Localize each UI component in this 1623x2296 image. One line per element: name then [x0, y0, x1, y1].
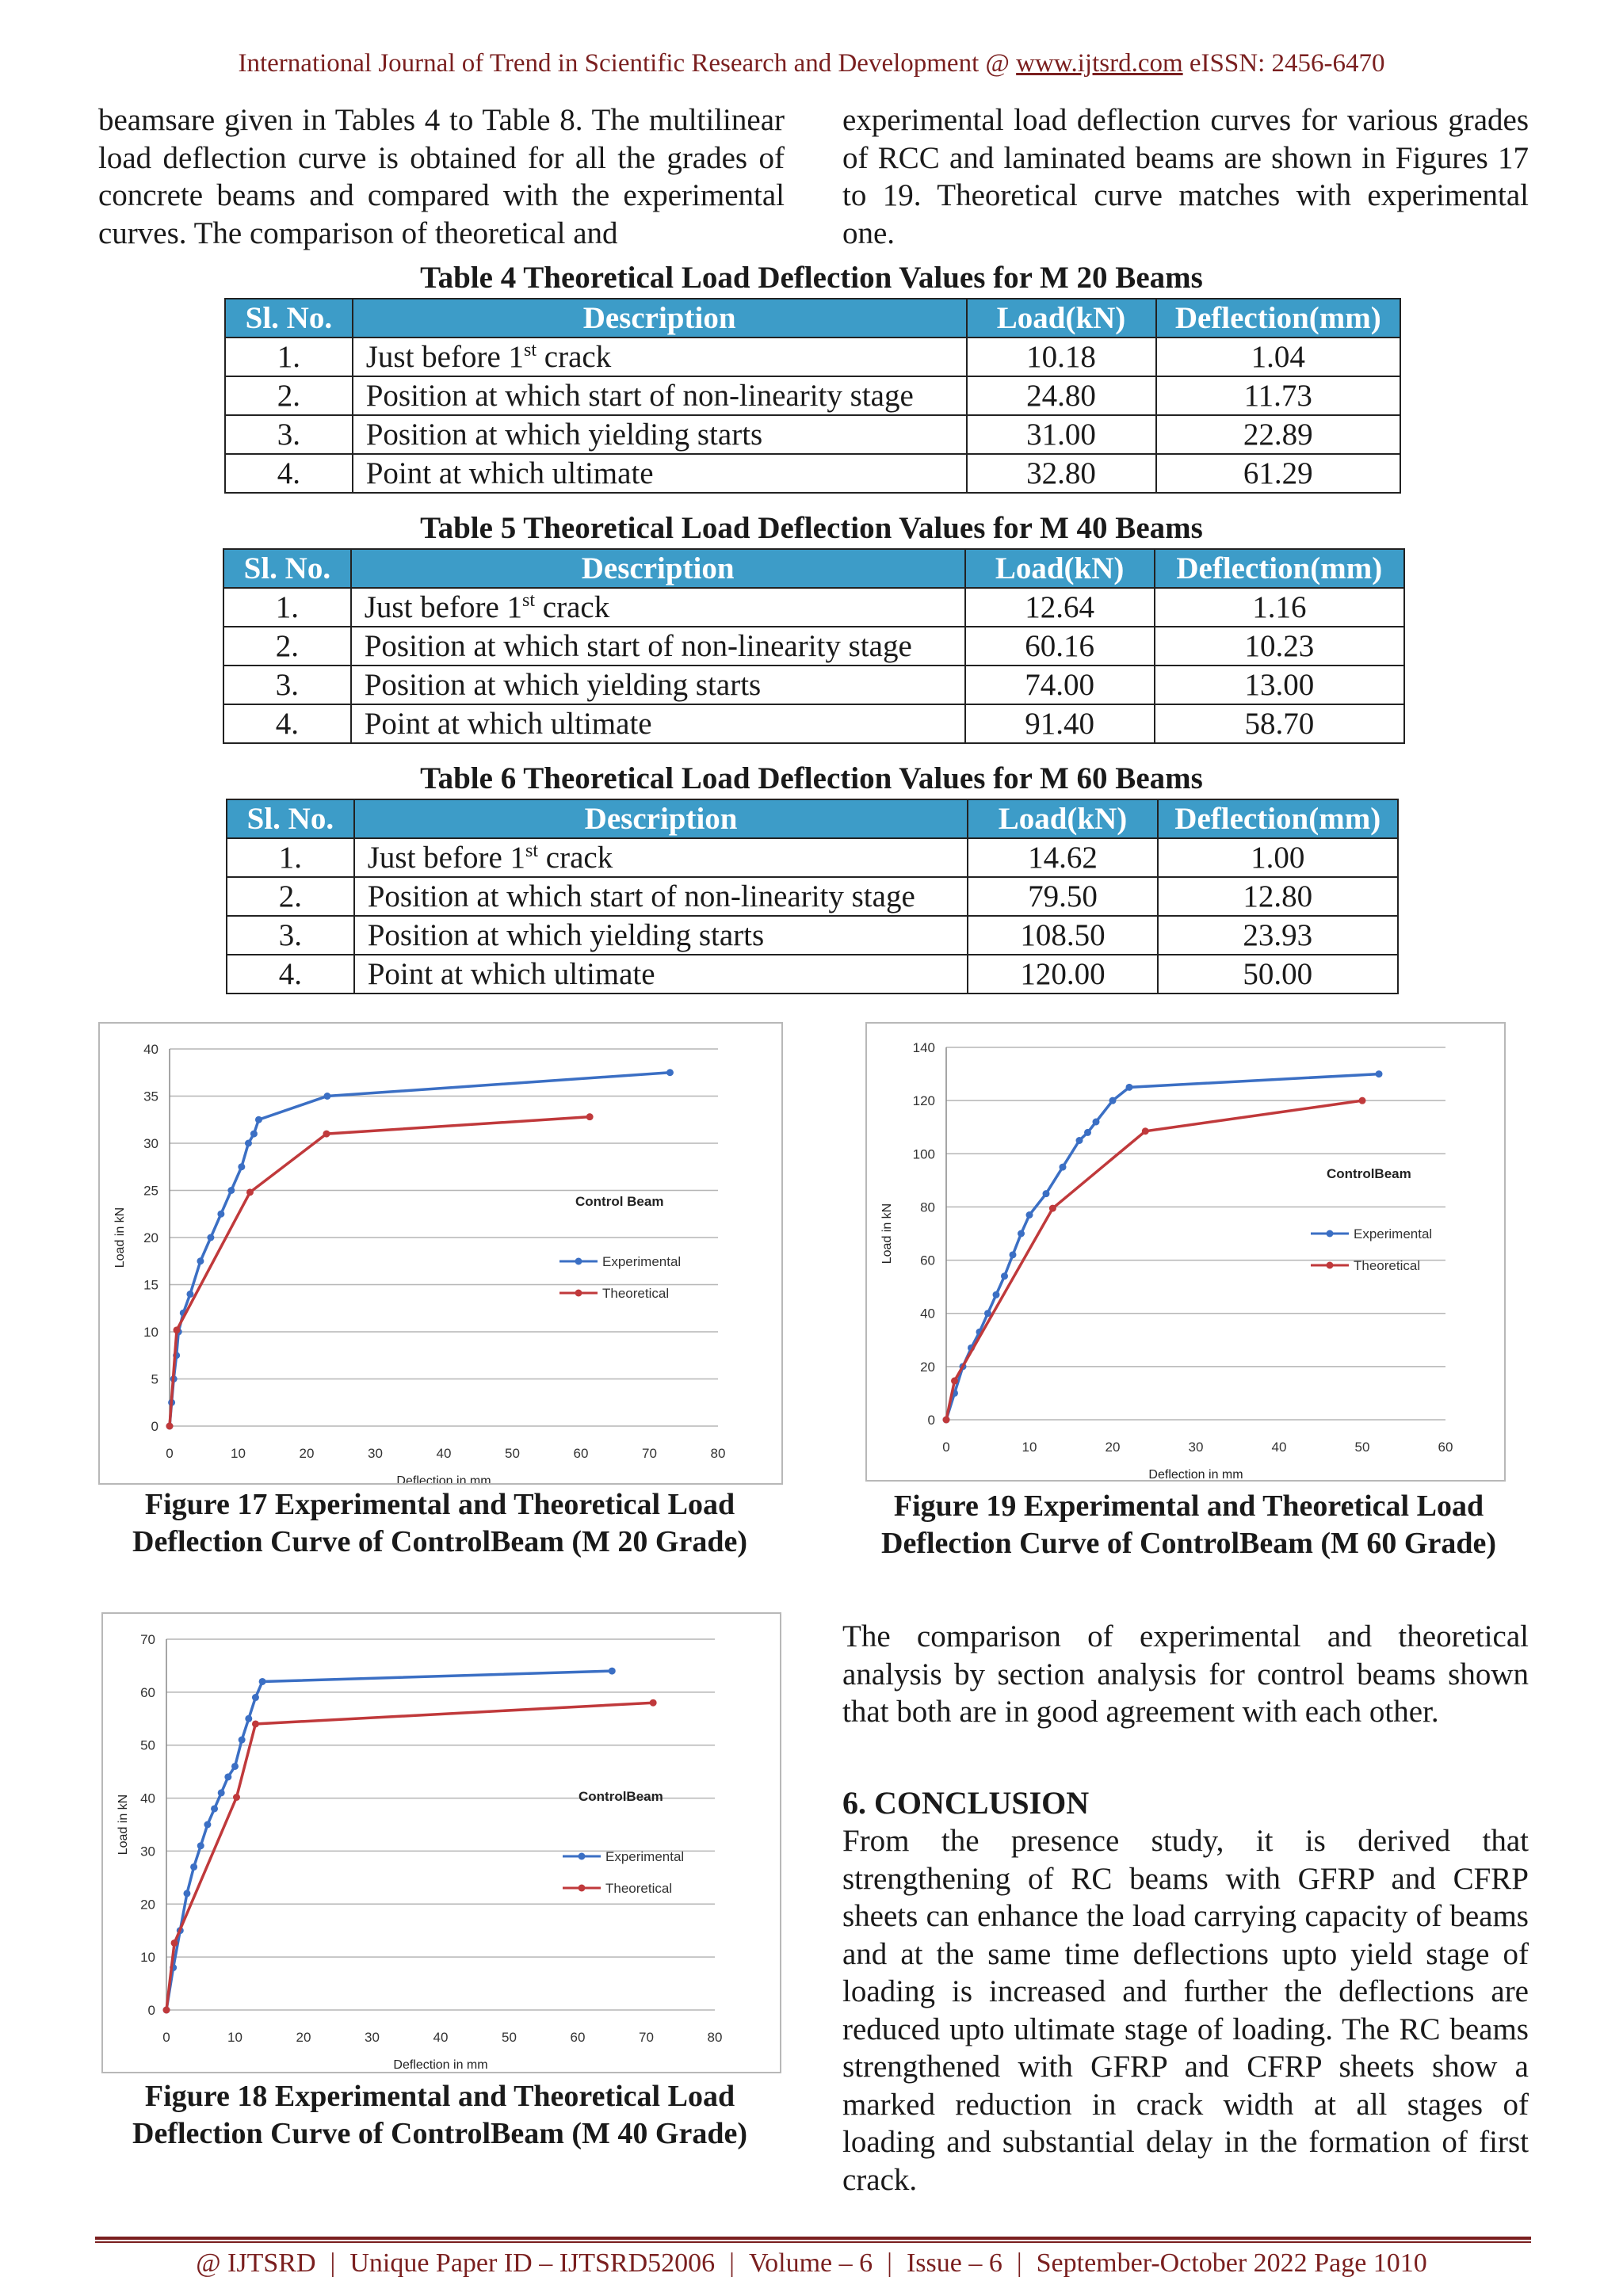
- table-header-row: [225, 299, 1400, 338]
- data-point: [197, 1842, 204, 1849]
- series-line-theoretical: [170, 1117, 590, 1426]
- description-text-tail: crack: [537, 340, 612, 374]
- data-point: [1093, 1119, 1100, 1126]
- data-point: [650, 1699, 657, 1707]
- y-tick-label: 30: [143, 1136, 158, 1151]
- table-6-caption: Table 6 Theoretical Load Deflection Values for M 60 Beams: [420, 761, 1203, 795]
- data-point: [252, 1720, 259, 1727]
- load-cell: 74.00: [965, 666, 1155, 704]
- series-line-experimental: [946, 1074, 1379, 1420]
- deflection-cell: 1.04: [1156, 338, 1400, 376]
- description-text-tail: crack: [538, 841, 613, 875]
- data-point: [231, 1763, 239, 1770]
- x-tick-label: 30: [368, 1446, 383, 1461]
- data-point: [207, 1234, 214, 1241]
- description-text: Position at which yielding starts: [365, 418, 763, 452]
- load-cell: 14.62: [968, 838, 1157, 877]
- x-tick-label: 60: [570, 2030, 586, 2045]
- x-tick-label: 10: [1022, 1440, 1037, 1455]
- x-tick-label: 50: [1354, 1440, 1370, 1455]
- description-text: Just before 1: [364, 590, 523, 624]
- y-axis-label: Load in kN: [880, 1203, 894, 1264]
- data-point: [943, 1417, 950, 1424]
- deflection-cell: 12.80: [1158, 877, 1399, 916]
- row-number-cell: 2.: [223, 627, 351, 666]
- footer-journal: @ IJTSRD: [196, 2248, 316, 2278]
- description-cell: [351, 704, 965, 743]
- legend-label: Theoretical: [605, 1881, 673, 1896]
- row-number-cell: 1.: [227, 838, 354, 877]
- comparison-paragraph: The comparison of experimental and theoretical analysis by section analysis for control beams shown that both are in good agreement with each other.: [842, 1619, 1529, 1729]
- table-row: [223, 704, 1404, 743]
- legend-label: Experimental: [1354, 1226, 1433, 1241]
- x-tick-label: 0: [166, 1446, 174, 1461]
- ordinal-suffix: st: [522, 590, 536, 611]
- data-point: [323, 1093, 330, 1100]
- intro-right-paragraph: [842, 101, 1529, 252]
- column-header: Sl. No.: [223, 549, 351, 588]
- data-point: [186, 1291, 193, 1298]
- description-cell: [353, 338, 967, 376]
- series-line-experimental: [166, 1671, 612, 2010]
- load-cell: 32.80: [967, 454, 1156, 493]
- load-cell: 120.00: [968, 955, 1157, 994]
- journal-name: International Journal of Trend in Scientific Research and Development @: [238, 49, 1010, 78]
- description-cell: [354, 916, 968, 955]
- column-header: Load(kN): [965, 549, 1155, 588]
- table-5: [223, 548, 1405, 744]
- table-header-row: [223, 549, 1404, 588]
- row-number-cell: 2.: [225, 376, 353, 415]
- series-line-experimental: [170, 1073, 670, 1426]
- description-text: Position at which start of non-linearity stage: [364, 629, 912, 663]
- footer-rule: [95, 2237, 1531, 2240]
- y-tick-label: 30: [140, 1844, 155, 1859]
- deflection-cell: 1.16: [1155, 588, 1404, 627]
- x-tick-label: 30: [1188, 1440, 1204, 1455]
- x-axis-label: Deflection in mm: [393, 2058, 488, 2072]
- y-tick-label: 5: [151, 1371, 158, 1387]
- data-point: [1126, 1084, 1133, 1091]
- y-tick-label: 50: [140, 1737, 155, 1753]
- description-cell: [354, 877, 968, 916]
- x-tick-label: 40: [1271, 1440, 1287, 1455]
- row-number-cell: 3.: [225, 415, 353, 454]
- x-tick-label: 40: [433, 2030, 449, 2045]
- figure-17-caption: Figure 17 Experimental and Theoretical Load Deflection Curve of ControlBeam (M 20 Grade): [132, 1488, 747, 1558]
- data-point: [1018, 1230, 1025, 1238]
- x-tick-label: 70: [639, 2030, 654, 2045]
- y-tick-label: 35: [143, 1089, 158, 1104]
- row-number-cell: 4.: [227, 955, 354, 994]
- legend-label: Experimental: [605, 1849, 685, 1864]
- x-tick-label: 50: [505, 1446, 520, 1461]
- data-point: [183, 1890, 190, 1897]
- data-point: [586, 1113, 594, 1120]
- x-tick-label: 70: [642, 1446, 657, 1461]
- ordinal-suffix: st: [525, 841, 539, 861]
- data-point: [993, 1291, 1000, 1299]
- data-point: [245, 1715, 252, 1722]
- load-cell: 60.16: [965, 627, 1155, 666]
- data-point: [1376, 1070, 1383, 1077]
- load-cell: 31.00: [967, 415, 1156, 454]
- journal-header: [0, 49, 1623, 78]
- description-cell: [353, 415, 967, 454]
- data-point: [1060, 1164, 1067, 1171]
- x-tick-label: 0: [942, 1440, 950, 1455]
- data-point: [1142, 1127, 1149, 1135]
- y-tick-label: 10: [140, 1950, 155, 1966]
- data-point: [227, 1187, 235, 1194]
- figure-19-svg: [867, 1024, 1504, 1480]
- data-point: [1109, 1097, 1117, 1104]
- description-text-tail: crack: [535, 590, 610, 624]
- column-header: Description: [353, 299, 967, 338]
- column-header: Load(kN): [968, 799, 1157, 838]
- deflection-cell: 1.00: [1158, 838, 1399, 877]
- description-cell: [351, 588, 965, 627]
- x-tick-label: 20: [296, 2030, 311, 2045]
- footer-rule-thin: [95, 2241, 1531, 2243]
- load-cell: 12.64: [965, 588, 1155, 627]
- data-point: [1049, 1205, 1056, 1212]
- intro-left-paragraph: [98, 101, 785, 252]
- x-tick-label: 10: [227, 2030, 242, 2045]
- deflection-cell: 23.93: [1158, 916, 1399, 955]
- footer-volume: Volume – 6: [748, 2248, 873, 2278]
- x-tick-label: 20: [1105, 1440, 1121, 1455]
- deflection-cell: 61.29: [1156, 454, 1400, 493]
- description-text: Point at which ultimate: [364, 707, 652, 741]
- deflection-cell: 10.23: [1155, 627, 1404, 666]
- data-point: [323, 1131, 330, 1138]
- chart-title: Control Beam: [575, 1194, 664, 1209]
- x-tick-label: 30: [365, 2030, 380, 2045]
- table-row: [223, 627, 1404, 666]
- description-cell: [351, 627, 965, 666]
- legend-marker: [575, 1258, 582, 1265]
- description-text: Just before 1: [367, 841, 526, 875]
- deflection-cell: 50.00: [1158, 955, 1399, 994]
- description-cell: [351, 666, 965, 704]
- deflection-cell: 22.89: [1156, 415, 1400, 454]
- table-row: [225, 415, 1400, 454]
- description-text: Position at which yielding starts: [364, 668, 762, 702]
- y-tick-label: 25: [143, 1183, 158, 1199]
- legend-marker: [1327, 1262, 1334, 1269]
- x-tick-label: 0: [162, 2030, 170, 2045]
- description-text: Position at which start of non-linearity stage: [365, 379, 914, 413]
- data-point: [197, 1257, 204, 1264]
- y-tick-label: 20: [143, 1230, 158, 1245]
- column-header: Load(kN): [967, 299, 1156, 338]
- data-point: [1043, 1190, 1050, 1197]
- column-header: Description: [354, 799, 968, 838]
- table-row: [225, 376, 1400, 415]
- data-point: [245, 1140, 252, 1147]
- journal-eissn: eISSN: 2456-6470: [1189, 49, 1385, 78]
- data-point: [163, 2007, 170, 2014]
- description-text: Position at which yielding starts: [367, 918, 765, 952]
- data-point: [1076, 1137, 1083, 1144]
- x-tick-label: 80: [710, 1446, 726, 1461]
- table-5-caption: Table 5 Theoretical Load Deflection Values for M 40 Beams: [420, 511, 1203, 545]
- data-point: [190, 1863, 197, 1871]
- footer-page: Page 1010: [1314, 2248, 1427, 2278]
- y-tick-label: 100: [912, 1146, 935, 1162]
- description-text: Point at which ultimate: [367, 957, 655, 991]
- x-axis-label: Deflection in mm: [1148, 1468, 1243, 1480]
- x-tick-label: 60: [1438, 1440, 1453, 1455]
- y-tick-label: 20: [920, 1359, 935, 1375]
- load-cell: 10.18: [967, 338, 1156, 376]
- figure-17-svg: [100, 1024, 781, 1483]
- description-cell: [353, 376, 967, 415]
- row-number-cell: 4.: [223, 704, 351, 743]
- x-tick-label: 60: [573, 1446, 589, 1461]
- y-axis-label: Load in kN: [113, 1207, 127, 1268]
- figure-19-chart: [865, 1022, 1506, 1482]
- chart-title: ControlBeam: [1327, 1166, 1411, 1181]
- load-cell: 108.50: [968, 916, 1157, 955]
- footer-issue: Issue – 6: [906, 2248, 1002, 2278]
- data-point: [255, 1116, 262, 1123]
- x-tick-label: 40: [436, 1446, 452, 1461]
- y-tick-label: 120: [912, 1093, 935, 1109]
- deflection-cell: 11.73: [1156, 376, 1400, 415]
- data-point: [217, 1211, 224, 1218]
- data-point: [1359, 1097, 1366, 1104]
- x-axis-label: Deflection in mm: [396, 1474, 491, 1483]
- deflection-cell: 58.70: [1155, 704, 1404, 743]
- description-cell: [353, 454, 967, 493]
- figure-18-svg: [103, 1614, 780, 2072]
- y-tick-label: 0: [151, 1419, 158, 1434]
- data-point: [1010, 1251, 1017, 1258]
- row-number-cell: 1.: [223, 588, 351, 627]
- journal-url-link[interactable]: www.ijtsrd.com: [1016, 49, 1183, 78]
- legend-label: Theoretical: [602, 1286, 670, 1301]
- y-tick-label: 0: [147, 2003, 155, 2018]
- intro-left-text: beamsare given in Tables 4 to Table 8. The multilinear load deflection curve is obtained for all the grades of concrete beams and compared with the experimental curves. The comparison of theoretical and: [98, 103, 785, 250]
- legend-label: Theoretical: [1354, 1258, 1421, 1273]
- description-cell: [354, 955, 968, 994]
- load-cell: 24.80: [967, 376, 1156, 415]
- legend-marker: [579, 1853, 586, 1860]
- table-row: [223, 588, 1404, 627]
- row-number-cell: 3.: [227, 916, 354, 955]
- data-point: [166, 1423, 174, 1430]
- legend-label: Experimental: [602, 1254, 682, 1269]
- conclusion-heading: 6. CONCLUSION: [842, 1785, 1090, 1821]
- load-cell: 79.50: [968, 877, 1157, 916]
- data-point: [1001, 1272, 1008, 1280]
- x-tick-label: 20: [299, 1446, 315, 1461]
- conclusion-paragraph: From the presence study, it is derived that strengthening of RC beams with GFRP and CFRP sheets can enhance the load carrying capacity of beams and at the same time deflections upto yield stage of loading is increased and further the deflections are reduced upto ultimate stage of loading. The RC beams strengthened with GFRP and CFRP sheets show a marked reduction in crack width at all stages of loading and substantial delay in the formation of first crack.: [842, 1824, 1529, 2197]
- row-number-cell: 2.: [227, 877, 354, 916]
- row-number-cell: 1.: [225, 338, 353, 376]
- y-tick-label: 20: [140, 1897, 155, 1913]
- column-header: Deflection(mm): [1158, 799, 1399, 838]
- table-row: [225, 454, 1400, 493]
- column-header: Description: [351, 549, 965, 588]
- legend-marker: [579, 1885, 586, 1892]
- x-tick-label: 50: [502, 2030, 517, 2045]
- data-point: [666, 1069, 674, 1076]
- description-text: Just before 1: [365, 340, 525, 374]
- column-header: Deflection(mm): [1156, 299, 1400, 338]
- description-text: Position at which start of non-linearity stage: [367, 879, 915, 913]
- column-header: Sl. No.: [227, 799, 354, 838]
- y-tick-label: 70: [140, 1632, 155, 1647]
- legend-marker: [1327, 1230, 1334, 1238]
- y-tick-label: 40: [143, 1042, 158, 1057]
- data-point: [211, 1805, 218, 1812]
- table-6: [226, 799, 1399, 994]
- table-row: [227, 916, 1398, 955]
- figure-18-chart: [101, 1612, 781, 2073]
- data-point: [609, 1668, 616, 1675]
- data-point: [238, 1163, 245, 1170]
- y-tick-label: 60: [920, 1253, 935, 1268]
- data-point: [239, 1737, 246, 1744]
- data-point: [171, 1939, 178, 1947]
- load-cell: 91.40: [965, 704, 1155, 743]
- table-row: [223, 666, 1404, 704]
- figure-18-caption: Figure 18 Experimental and Theoretical Load Deflection Curve of ControlBeam (M 40 Grade): [132, 2080, 747, 2150]
- column-header: Deflection(mm): [1155, 549, 1404, 588]
- data-point: [218, 1789, 225, 1796]
- x-tick-label: 80: [707, 2030, 723, 2045]
- y-tick-label: 15: [143, 1277, 158, 1293]
- table-header-row: [227, 799, 1398, 838]
- data-point: [233, 1794, 240, 1801]
- y-tick-label: 40: [920, 1306, 935, 1322]
- data-point: [246, 1188, 254, 1196]
- description-cell: [354, 838, 968, 877]
- x-tick-label: 10: [231, 1446, 246, 1461]
- y-axis-label: Load in kN: [116, 1794, 130, 1855]
- data-point: [173, 1326, 180, 1333]
- data-point: [1084, 1129, 1091, 1136]
- table-row: [227, 877, 1398, 916]
- chart-title: ControlBeam: [579, 1789, 663, 1804]
- footer-date: September-October 2022: [1036, 2248, 1308, 2278]
- description-text: Point at which ultimate: [365, 456, 654, 490]
- table-row: [227, 955, 1398, 994]
- table-row: [225, 338, 1400, 376]
- data-point: [1026, 1211, 1033, 1219]
- data-point: [204, 1821, 211, 1829]
- figure-17-chart: [98, 1022, 783, 1485]
- data-point: [252, 1694, 259, 1701]
- ordinal-suffix: st: [524, 340, 537, 360]
- column-header: Sl. No.: [225, 299, 353, 338]
- data-point: [951, 1377, 958, 1384]
- y-tick-label: 0: [927, 1413, 935, 1428]
- y-tick-label: 40: [140, 1791, 155, 1806]
- y-tick-label: 10: [143, 1325, 158, 1340]
- footer-paper-id: Unique Paper ID – IJTSRD52006: [349, 2248, 716, 2278]
- deflection-cell: 13.00: [1155, 666, 1404, 704]
- row-number-cell: 4.: [225, 454, 353, 493]
- data-point: [250, 1131, 258, 1138]
- figure-19-caption: Figure 19 Experimental and Theoretical Load Deflection Curve of ControlBeam (M 60 Grade): [881, 1489, 1496, 1560]
- table-4: [224, 298, 1401, 494]
- table-row: [227, 838, 1398, 877]
- y-tick-label: 80: [920, 1199, 935, 1215]
- data-point: [259, 1678, 266, 1685]
- y-tick-label: 140: [912, 1040, 935, 1055]
- row-number-cell: 3.: [223, 666, 351, 704]
- legend-marker: [575, 1290, 582, 1297]
- table-4-caption: Table 4 Theoretical Load Deflection Values for M 20 Beams: [420, 261, 1203, 295]
- y-tick-label: 60: [140, 1684, 155, 1700]
- page-footer: @ IJTSRD | Unique Paper ID – IJTSRD52006 | Volume – 6 | Issue – 6 | September-October 2022 Page 1010: [196, 2248, 1427, 2278]
- intro-right-text: experimental load deflection curves for various grades of RCC and laminated beams are shown in Figures 17 to 19. Theoretical curve matches with experimental one.: [842, 103, 1529, 250]
- data-point: [224, 1773, 231, 1780]
